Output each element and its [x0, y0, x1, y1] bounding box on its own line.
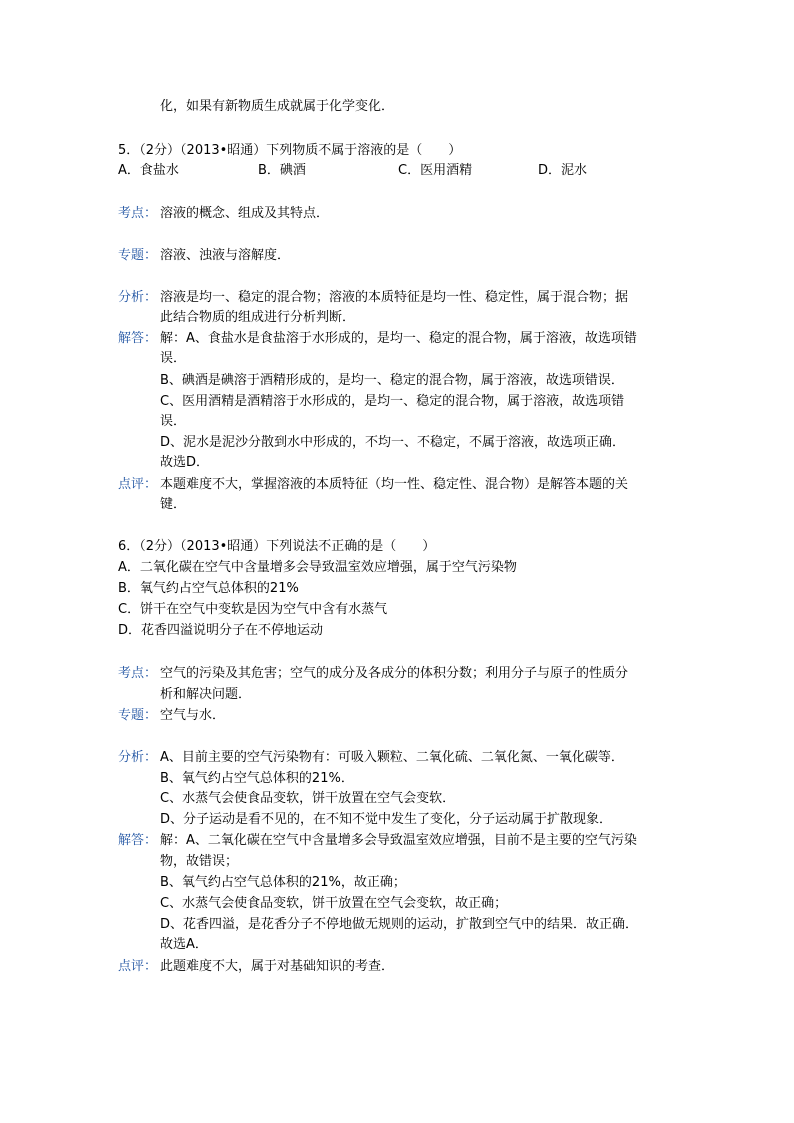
- q6-jieda-line-2: 物，故错误；: [160, 854, 239, 869]
- q5-fenxi-label: 分析：: [118, 290, 158, 305]
- q6-fenxi-line-4: D、分子运动是看不见的，在不知不觉中发生了变化，分子运动属于扩散现象．: [160, 812, 613, 827]
- q6-option-c: C．饼干在空气中变软是因为空气中含有水蒸气: [118, 602, 388, 617]
- q5-jieda-line-1: 解：A、食盐水是食盐溶于水形成的，是均一、稳定的混合物，属于溶液，故选项错: [160, 331, 637, 346]
- q6-jieda-line-4: C、水蒸气会使食品变软，饼干放置在空气会变软，故正确；: [160, 896, 508, 911]
- q6-kaodian-line-1: 空气的污染及其危害；空气的成分及各成分的体积分数；利用分子与原子的性质分: [160, 666, 629, 681]
- q6-jieda-label: 解答：: [118, 833, 158, 848]
- q6-zhuanti-text: 空气与水．: [160, 708, 226, 723]
- q6-jieda-line-5: D、花香四溢，是花香分子不停地做无规则的运动，扩散到空气中的结果．故正确．: [160, 917, 639, 932]
- q6-jieda-line-1: 解：A、二氧化碳在空气中含量增多会导致温室效应增强，目前不是主要的空气污染: [160, 833, 637, 848]
- q5-option-d: D．泥水: [538, 163, 588, 178]
- q6-option-a: A．二氧化碳在空气中含量增多会导致温室效应增强，属于空气污染物: [118, 560, 517, 575]
- q6-fenxi-line-1: A、目前主要的空气污染物有：可吸入颗粒、二氧化硫、二氧化氮、一氧化碳等．: [160, 750, 624, 765]
- q6-kaodian-label: 考点：: [118, 666, 158, 681]
- q5-jieda-line-6: D、泥水是泥沙分散到水中形成的，不均一、不稳定，不属于溶液，故选项正确．: [160, 435, 626, 450]
- q6-dianping-text: 此题难度不大，属于对基础知识的考查．: [160, 959, 395, 974]
- q5-jieda-line-2: 误．: [160, 351, 187, 366]
- q5-option-c: C．医用酒精: [398, 163, 473, 178]
- q6-option-b: B．氧气约占空气总体积的21%: [118, 581, 299, 596]
- q5-fenxi-line-2: 此结合物质的组成进行分析判断．: [160, 310, 356, 325]
- q5-dianping-line-1: 本题难度不大，掌握溶液的本质特征（均一性、稳定性、混合物）是解答本题的关: [160, 477, 629, 492]
- q5-dianping-label: 点评：: [118, 477, 158, 492]
- question-6-stem: 6．（2分）（2013•昭通）下列说法不正确的是（ ）: [118, 539, 436, 554]
- q5-jieda-line-4: C、医用酒精是酒精溶于水形成的，是均一、稳定的混合物，属于溶液，故选项错: [160, 394, 625, 409]
- q5-jieda-label: 解答：: [118, 331, 158, 346]
- continuation-line: 化，如果有新物质生成就属于化学变化．: [160, 99, 395, 114]
- q6-fenxi-line-3: C、水蒸气会使食品变软，饼干放置在空气会变软．: [160, 791, 456, 806]
- q6-jieda-line-6: 故选A．: [160, 937, 208, 952]
- question-5-stem: 5．（2分）（2013•昭通）下列物质不属于溶液的是（ ）: [118, 143, 462, 158]
- q6-zhuanti-label: 专题：: [118, 708, 158, 723]
- q6-dianping-label: 点评：: [118, 959, 158, 974]
- q6-fenxi-label: 分析：: [118, 750, 158, 765]
- q5-jieda-line-7: 故选D．: [160, 455, 210, 470]
- q6-option-d: D．花香四溢说明分子在不停地运动: [118, 623, 324, 638]
- q5-jieda-line-3: B、碘酒是碘溶于酒精形成的，是均一、稳定的混合物，属于溶液，故选项错误．: [160, 373, 624, 388]
- q5-kaodian-text: 溶液的概念、组成及其特点．: [160, 206, 330, 221]
- q5-dianping-line-2: 键．: [160, 497, 187, 512]
- q5-jieda-line-5: 误．: [160, 414, 187, 429]
- q5-option-b: B．碘酒: [258, 163, 306, 178]
- q5-zhuanti-label: 专题：: [118, 248, 158, 263]
- q6-jieda-line-3: B、氧气约占空气总体积的21%，故正确；: [160, 875, 406, 890]
- q5-zhuanti-text: 溶液、浊液与溶解度．: [160, 248, 291, 263]
- q6-fenxi-line-2: B、氧气约占空气总体积的21%．: [160, 771, 354, 786]
- q5-kaodian-label: 考点：: [118, 206, 158, 221]
- q5-option-a: A．食盐水: [118, 163, 179, 178]
- q6-kaodian-line-2: 析和解决问题．: [160, 687, 252, 702]
- q5-fenxi-line-1: 溶液是均一、稳定的混合物；溶液的本质特征是均一性、稳定性，属于混合物；据: [160, 290, 629, 305]
